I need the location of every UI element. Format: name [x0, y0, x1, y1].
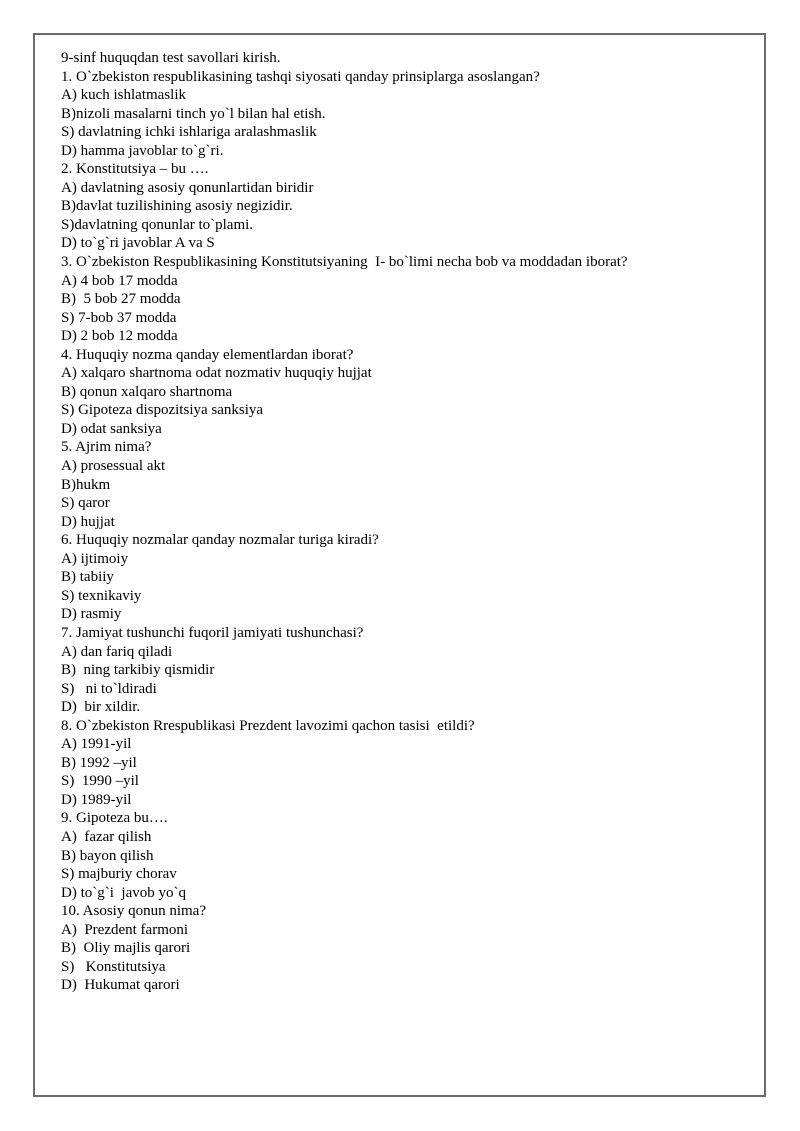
- question-text: 3. O`zbekiston Respublikasining Konstitutsiyaning I- bo`limi necha bob va moddadan iborat?: [61, 254, 628, 271]
- answer-option: S) Konstitutsiya: [61, 958, 166, 975]
- answer-option: A) davlatning asosiy qonunlartidan biridir: [61, 179, 314, 196]
- answer-option: S) 7-bob 37 modda: [61, 309, 177, 326]
- question-text: 9. Gipoteza bu….: [61, 810, 168, 827]
- document-body: [61, 49, 751, 995]
- answer-option: D) bir xildir.: [61, 699, 141, 716]
- answer-option: S) 1990 –yil: [61, 773, 139, 790]
- answer-option: B) bayon qilish: [61, 847, 154, 864]
- answer-option: D) to`g`i javob yo`q: [61, 884, 186, 901]
- answer-option: B)hukm: [61, 476, 111, 493]
- answer-option: S) ni to`ldiradi: [61, 680, 157, 697]
- answer-option: D) to`g`ri javoblar A va S: [61, 235, 215, 252]
- question-block: [61, 438, 751, 531]
- answer-option: S) Gipoteza dispozitsiya sanksiya: [61, 402, 264, 419]
- document-title: 9-sinf huquqdan test savollari kirish.: [61, 50, 281, 66]
- answer-option: D) 2 bob 12 modda: [61, 328, 178, 345]
- answer-option: A) prosessual akt: [61, 458, 166, 475]
- question-text: 10. Asosiy qonun nima?: [61, 903, 206, 920]
- question-text: 5. Ajrim nima?: [61, 439, 152, 456]
- question-text: 7. Jamiyat tushunchi fuqoril jamiyati tushunchasi?: [61, 624, 364, 641]
- question-text: 6. Huquqiy nozmalar qanday nozmalar turiga kiradi?: [61, 532, 379, 549]
- answer-option: A) ijtimoiy: [61, 550, 129, 567]
- question-block: [61, 253, 751, 346]
- answer-option: D) 1989-yil: [61, 791, 132, 808]
- question-block: [61, 160, 751, 253]
- question-text: 4. Huquqiy nozma qanday elementlardan iborat?: [61, 346, 354, 363]
- answer-option: S) texnikaviy: [61, 587, 142, 604]
- answer-option: A) fazar qilish: [61, 828, 152, 845]
- answer-option: A) dan fariq qiladi: [61, 643, 173, 660]
- answer-option: A) kuch ishlatmaslik: [61, 87, 186, 104]
- question-block: [61, 809, 751, 902]
- answer-option: S) davlatning ichki ishlariga aralashmaslik: [61, 124, 317, 141]
- question-block: [61, 717, 751, 810]
- answer-option: A) 4 bob 17 modda: [61, 272, 178, 289]
- answer-option: D) hujjat: [61, 513, 115, 530]
- answer-option: B) 1992 –yil: [61, 754, 137, 771]
- question-text: 1. O`zbekiston respublikasining tashqi siyosati qanday prinsiplarga asoslangan?: [61, 68, 540, 85]
- answer-option: B) qonun xalqaro shartnoma: [61, 383, 233, 400]
- answer-option: D) odat sanksiya: [61, 420, 162, 437]
- question-block: [61, 531, 751, 624]
- answer-option: D) Hukumat qarori: [61, 977, 180, 994]
- question-block: [61, 346, 751, 439]
- question-text: 8. O`zbekiston Rrespublikasi Prezdent lavozimi qachon tasisi etildi?: [61, 717, 475, 734]
- question-text: 2. Konstitutsiya – bu ….: [61, 161, 209, 178]
- answer-option: B)nizoli masalarni tinch yo`l bilan hal etish.: [61, 105, 326, 122]
- answer-option: B) Oliy majlis qarori: [61, 940, 191, 957]
- answer-option: B) 5 bob 27 modda: [61, 291, 181, 308]
- question-block: [61, 624, 751, 717]
- answer-option: S) qaror: [61, 495, 110, 512]
- answer-option: B) ning tarkibiy qismidir: [61, 662, 215, 679]
- question-block: [61, 68, 751, 161]
- answer-option: B) tabiiy: [61, 569, 114, 586]
- answer-option: A) Prezdent farmoni: [61, 921, 189, 938]
- answer-option: S) majburiy chorav: [61, 866, 177, 883]
- question-block: [61, 902, 751, 995]
- answer-option: B)davlat tuzilishining asosiy negizidir.: [61, 198, 293, 215]
- answer-option: D) rasmiy: [61, 606, 122, 623]
- answer-option: S)davlatning qonunlar to`plami.: [61, 216, 254, 233]
- answer-option: A) 1991-yil: [61, 736, 132, 753]
- answer-option: D) hamma javoblar to`g`ri.: [61, 142, 224, 159]
- answer-option: A) xalqaro shartnoma odat nozmativ huquqiy hujjat: [61, 365, 372, 382]
